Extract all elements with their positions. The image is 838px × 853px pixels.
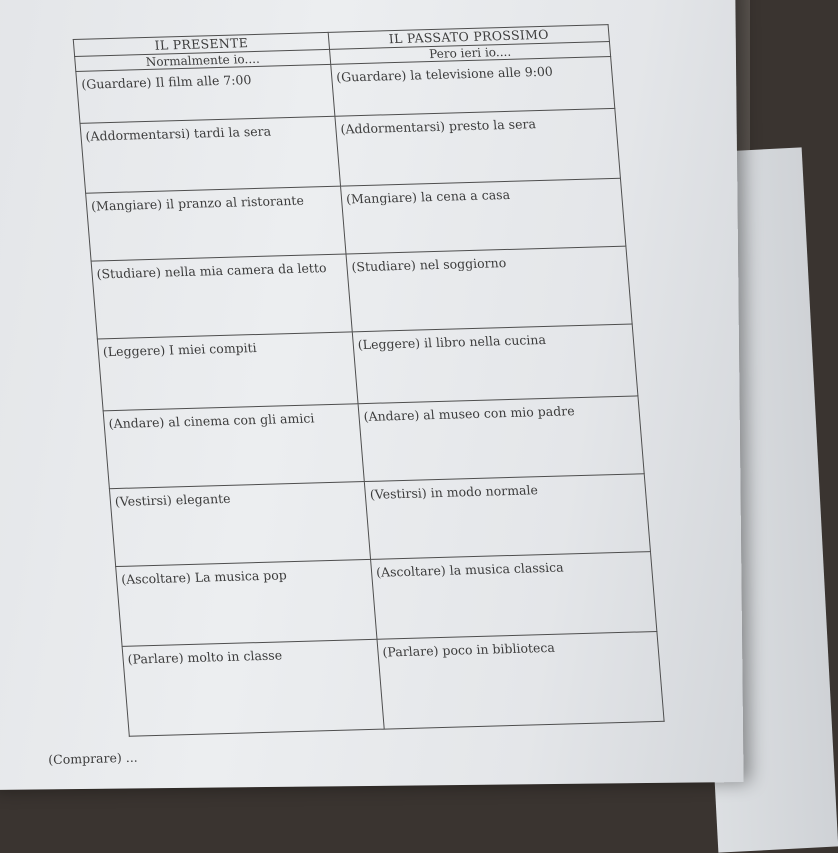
- present-cell: (Leggere) I miei compiti: [97, 332, 358, 411]
- past-cell: (Mangiare) la cena a casa: [341, 178, 626, 254]
- past-cell: (Guardare) la televisione alle 9:00: [331, 57, 615, 117]
- table-row: [91, 246, 632, 339]
- subheader-present: Normalmente io....: [75, 49, 331, 71]
- present-cell: (Addormentarsi) tardi la sera: [80, 116, 341, 193]
- present-cell: (Vestirsi) elegante: [109, 482, 370, 567]
- present-cell: (Mangiare) il pranzo al ristorante: [86, 186, 346, 261]
- cut-off-row-text: (Comprare) ...: [48, 749, 138, 768]
- header-past: IL PASSATO PROSSIMO: [328, 25, 609, 50]
- table-row: [122, 631, 664, 736]
- past-cell: (Ascoltare) la musica classica: [371, 552, 657, 640]
- conjugation-table: [73, 24, 665, 737]
- past-cell: (Vestirsi) in modo normale: [364, 474, 650, 560]
- present-cell: (Studiare) nella mia camera da letto: [91, 254, 352, 339]
- present-cell: (Andare) al cinema con gli amici: [103, 404, 364, 489]
- subheader-past: Pero ieri io....: [330, 42, 611, 65]
- present-cell: (Ascoltare) La musica pop: [116, 559, 377, 646]
- table-row: [116, 552, 657, 647]
- past-cell: (Andare) al museo con mio padre: [358, 396, 644, 482]
- past-cell: (Parlare) poco in biblioteca: [377, 631, 664, 729]
- header-present: IL PRESENTE: [73, 32, 329, 56]
- present-cell: (Parlare) molto in classe: [122, 639, 384, 736]
- present-cell: (Guardare) Il film alle 7:00: [76, 64, 335, 123]
- table-row: [103, 396, 644, 489]
- past-cell: (Leggere) il libro nella cucina: [352, 324, 638, 404]
- table-row: [109, 474, 650, 567]
- past-cell: (Studiare) nel soggiorno: [346, 246, 632, 332]
- past-cell: (Addormentarsi) presto la sera: [335, 108, 621, 186]
